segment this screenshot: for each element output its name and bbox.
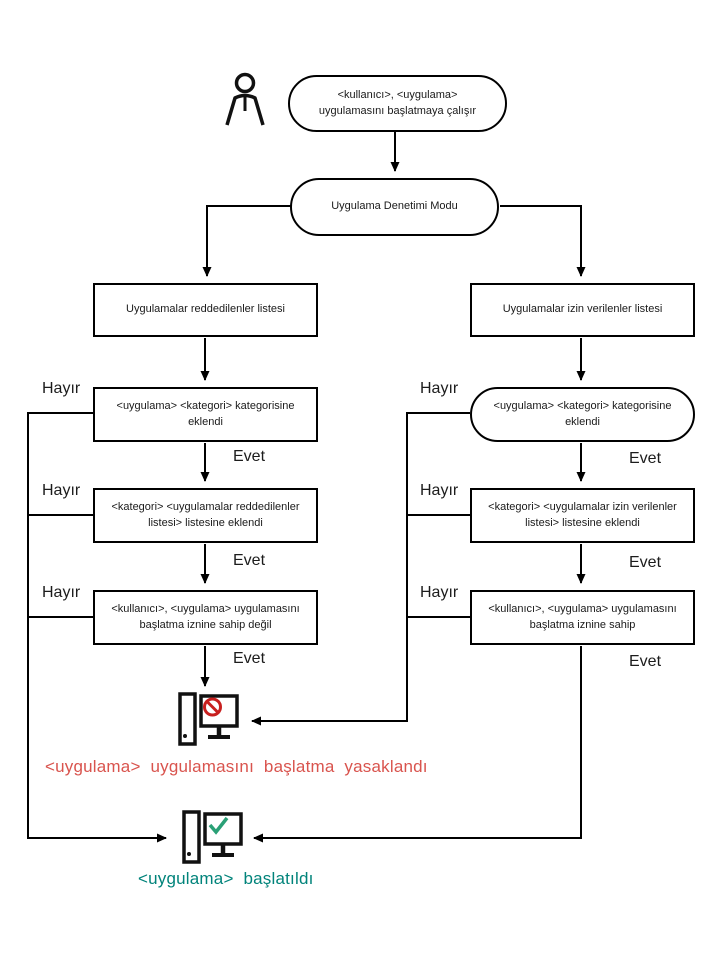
started-outcome-text: <uygulama> başlatıldı: [138, 869, 314, 888]
node-start: <kullanıcı>, <uygulama> uygulamasını başlatmaya çalışır: [288, 75, 507, 132]
edge-label-yes: Evet: [629, 653, 662, 670]
blocked-outcome-text: <uygulama> uygulamasını başlatma yasaklandı: [45, 757, 428, 776]
node-allowlist: Uygulamalar izin verilenler listesi: [470, 283, 695, 337]
edge-label-yes: Evet: [629, 450, 662, 467]
edge-label-no: Hayır: [42, 380, 81, 397]
edge-label-yes: Evet: [629, 554, 662, 571]
edge-label-no: Hayır: [42, 584, 81, 601]
node-allow-category-check: <uygulama> <kategori> kategorisine eklendi: [470, 387, 695, 442]
user-icon: [222, 72, 268, 128]
node-control-mode: Uygulama Denetimi Modu: [290, 178, 499, 236]
edge-label-yes: Evet: [233, 448, 266, 465]
node-denylist: Uygulamalar reddedilenler listesi: [93, 283, 318, 337]
node-deny-category-check: <uygulama> <kategori> kategorisine eklendi: [93, 387, 318, 442]
node-deny-permission-check: <kullanıcı>, <uygulama> uygulamasını başlatma iznine sahip değil: [93, 590, 318, 645]
edge-label-no: Hayır: [42, 482, 81, 499]
node-deny-list-check: <kategori> <uygulamalar reddedilenler listesi> listesine eklendi: [93, 488, 318, 543]
edge-label-no: Hayır: [420, 380, 459, 397]
edge-label-yes: Evet: [233, 650, 266, 667]
edge-label-no: Hayır: [420, 482, 459, 499]
computer-started-icon: [182, 810, 244, 866]
edge-label-yes: Evet: [233, 552, 266, 569]
node-allow-permission-check: <kullanıcı>, <uygulama> uygulamasını başlatma iznine sahip: [470, 590, 695, 645]
node-allow-list-check: <kategori> <uygulamalar izin verilenler listesi> listesine eklendi: [470, 488, 695, 543]
prohibited-icon: [205, 699, 221, 715]
edge-label-no: Hayır: [420, 584, 459, 601]
computer-blocked-icon: [178, 692, 240, 748]
